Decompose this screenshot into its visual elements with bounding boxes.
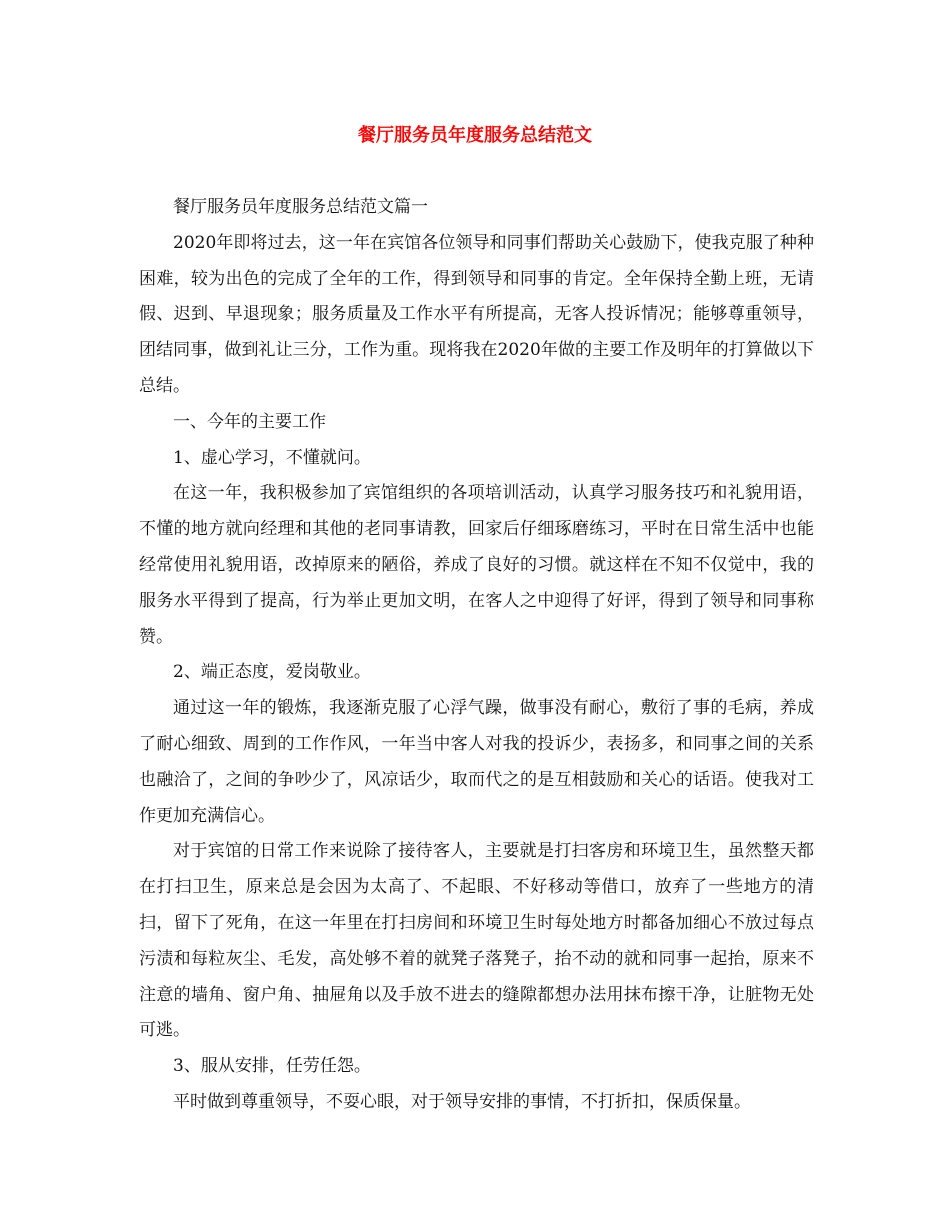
paragraph: 平时做到尊重领导，不耍心眼，对于领导安排的事情，不打折扣，保质保量。 [173, 1091, 751, 1112]
item-heading: 3、服从安排，任劳任怨。 [173, 1056, 371, 1077]
paragraph: 对于宾馆的日常工作来说除了接待客人，主要就是打扫客房和环境卫生，虽然整天都在打扫卫生，原来总是会因为太高了、不起眼、不好移动等借口，放弃了一些地方的清扫，留下了死角，在这一年里在打扫房间和环境卫生时每处地方时都备加细心不放过每点污渍和每粒灰尘、毛发，高处够不着的就凳子落凳子，抬不动的就和同事一起抬，原来不注意的墙角、窗户角、抽屉角以及手放不进去的缝隙都想办法用抹布擦干净，让脏物无处可逃。 [139, 841, 814, 1041]
item-heading: 1、虚心学习，不懂就问。 [173, 447, 371, 468]
section-heading: 一、今年的主要工作 [173, 411, 326, 432]
paragraph-intro: 2020年即将过去，这一年在宾馆各位领导和同事们帮助关心鼓励下，使我克服了种种困难，较为出色的完成了全年的工作，得到领导和同事的肯定。全年保持全勤上班，无请假、迟到、早退现象；服务质量及工作水平有所提高，无客人投诉情况；能够尊重领导，团结同事，做到礼让三分，工作为重。现将我在2020年做的主要工作及明年的打算做以下总结。 [139, 232, 814, 396]
paragraph: 在这一年，我积极参加了宾馆组织的各项培训活动，认真学习服务技巧和礼貌用语，不懂的地方就向经理和其他的老同事请教，回家后仔细琢磨练习，平时在日常生活中也能经常使用礼貌用语，改掉原来的陋俗，养成了良好的习惯。就这样在不知不仅觉中，我的服务水平得到了提高，行为举止更加文明，在客人之中迎得了好评，得到了领导和同事称赞。 [139, 483, 814, 647]
item-heading: 2、端正态度，爱岗敬业。 [173, 662, 371, 683]
section-heading: 餐厅服务员年度服务总结范文篇一 [173, 197, 428, 217]
document-body [139, 190, 814, 1121]
document-title: 餐厅服务员年度服务总结范文 [358, 125, 592, 146]
paragraph: 通过这一年的锻炼，我逐渐克服了心浮气躁，做事没有耐心，敷衍了事的毛病，养成了耐心细致、周到的工作作风，一年当中客人对我的投诉少，表扬多，和同事之间的关系也融洽了，之间的争吵少了，风凉话少，取而代之的是互相鼓励和关心的话语。使我对工作更加充满信心。 [139, 698, 814, 826]
